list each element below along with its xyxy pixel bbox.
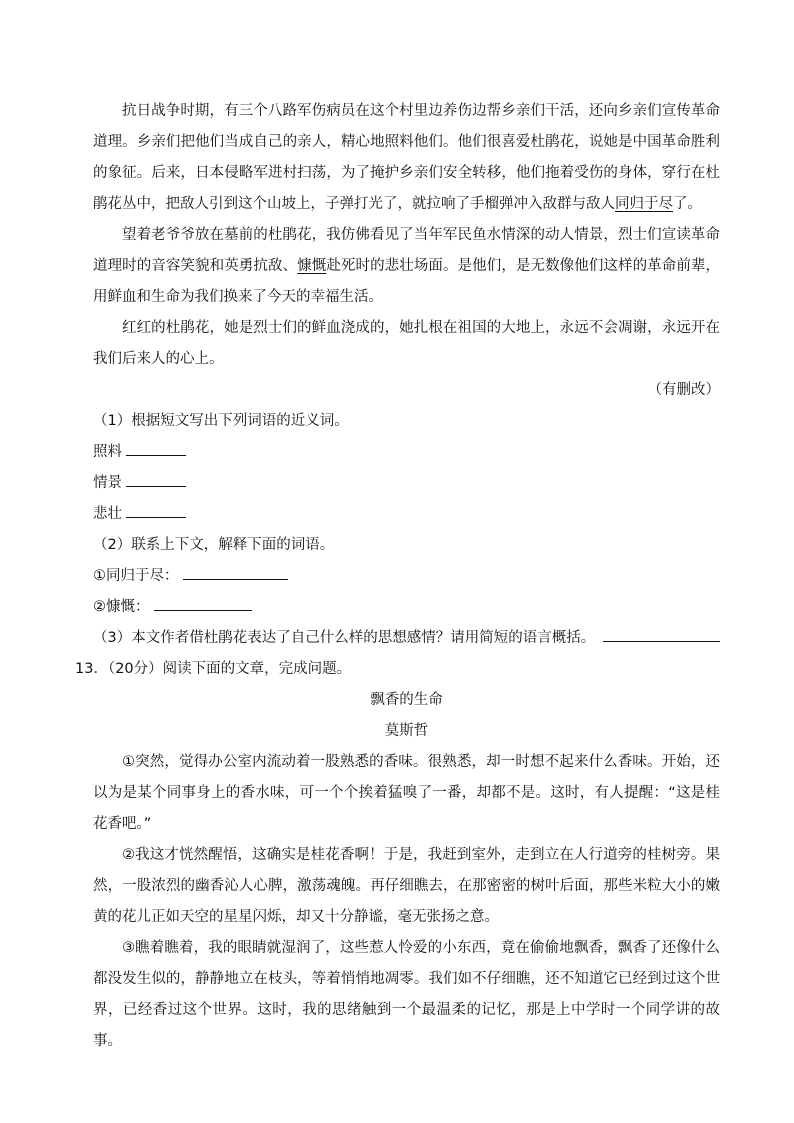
question-3-text: （3）本文作者借杜鹃花表达了自己什么样的思想感情？请用简短的语言概括。 (93, 630, 596, 646)
explain-item-1 (93, 561, 720, 592)
text-span: 抗日战争时期，有三个八路军伤病员在这个村里边养伤边帮乡亲们干活，还向乡亲们宣传革命道理。乡亲们把他们当成自己的亲人，精心地照料他们。他们很喜爱杜鹃花，说她是中国革命胜利的象征。后来，日本侵略军进村扫荡，为了掩护乡亲们安全转移，他们拖着受伤的身体，穿行在杜鹃花丛中，把敌人引到这个山坡上，子弹打光了，就拉响了手榴弹冲入敌群与敌人 (93, 103, 720, 212)
answer-blank[interactable] (126, 454, 186, 456)
article-author: 莫斯哲 (384, 723, 429, 739)
question-2: （2）联系上下文，解释下面的词语。 (93, 537, 335, 553)
passage2-paragraph-1: ①突然，觉得办公室内流动着一股熟悉的香味。很熟悉，却一时想不起来什么香味。开始，还以为是某个同事身上的香水味，可一个个挨着猛嗅了一番，却都不是。这时，有人提醒：“这是桂花香吧。” (93, 754, 720, 832)
passage2-paragraph-2: ②我这才恍然醒悟，这确实是桂花香啊！于是，我赶到室外，走到立在人行道旁的桂树旁。果然，一股浓烈的幽香沁人心脾，激荡魂魄。再仔细瞧去，在那密密的树叶后面，那些米粒大小的嫩黄的花儿正如天空的星星闪烁，却又十分静谧，毫无张扬之意。 (93, 847, 720, 925)
explain-item-2 (93, 592, 720, 623)
word-item-2 (93, 468, 720, 499)
word-label: 悲壮 (93, 506, 122, 522)
word-label: 照料 (93, 444, 122, 460)
answer-blank[interactable] (603, 640, 720, 642)
underlined-term: 慷慨 (297, 258, 327, 274)
passage2-paragraph-3: ③瞧着瞧着，我的眼睛就湿润了，这些惹人怜爱的小东西，竟在偷偷地飘香，飘香了还像什么都没发生似的，静静地立在枝头，等着悄悄地凋零。我们如不仔细瞧，还不知道它已经到过这个世界，已经香过这个世界。这时，我的思绪触到一个最温柔的记忆，那是上中学时一个同学讲的故事。 (93, 940, 720, 1049)
word-label: 情景 (93, 475, 122, 491)
edit-note: （有删改） (647, 382, 720, 398)
text-span: 望着老爷爷放在墓前的杜鹃花，我仿佛看见了当年军民鱼水情深的动人情景，烈士们宣读革命道理时的音容笑貌和英勇抗敌、 (93, 227, 720, 274)
passage1-paragraph-2 (93, 220, 720, 313)
article-title: 飘香的生命 (370, 692, 443, 708)
term-label: ①同归于尽： (93, 568, 179, 584)
passage1-paragraph-3: 红红的杜鹃花，她是烈士们的鲜血浇成的，她扎根在祖国的大地上，永远不会凋谢，永远开在我们后来人的心上。 (93, 320, 720, 367)
answer-blank[interactable] (126, 485, 186, 487)
passage1-paragraph-1 (93, 96, 720, 220)
answer-blank[interactable] (183, 578, 288, 580)
text-span: 赴死时的悲壮场面。是他们，是无数像他们这样的革命前辈，用鲜血和生命为我们换来了今天的幸福生活。 (93, 258, 721, 305)
answer-blank[interactable] (126, 516, 186, 518)
page-content (75, 96, 721, 1057)
question-13-heading: 13．（20分）阅读下面的文章，完成问题。 (75, 661, 352, 677)
text-span: 了。 (673, 196, 702, 212)
word-item-3 (93, 499, 720, 530)
term-label: ②慷慨： (93, 599, 150, 615)
underlined-term: 同归于尽 (615, 196, 673, 212)
question-3 (93, 623, 720, 654)
answer-blank[interactable] (154, 609, 252, 611)
word-item-1 (93, 437, 720, 468)
question-1: （1）根据短文写出下列词语的近义词。 (93, 413, 349, 429)
